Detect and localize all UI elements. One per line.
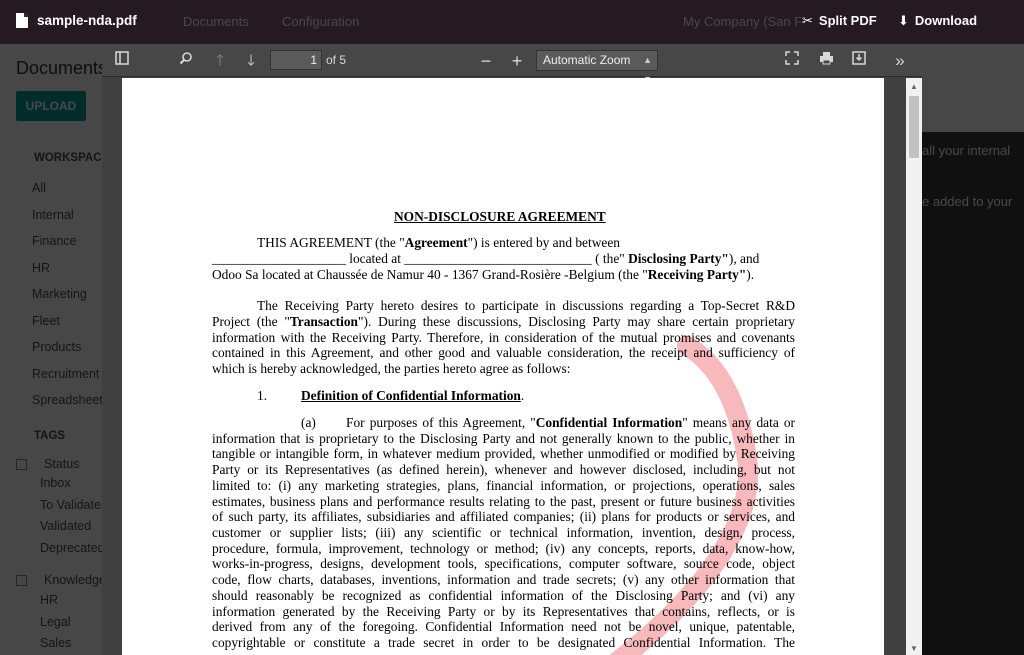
download-label: Download [914, 13, 978, 28]
page-number-input[interactable] [270, 50, 322, 70]
download-button[interactable] [898, 13, 977, 29]
scissors-icon: ✂ [802, 13, 813, 28]
paragraph-line: of such party, its affiliates, subsidiaries and affiliated companies; (ii) plans for products or services, and [212, 509, 795, 524]
plus-icon[interactable]: + [511, 51, 523, 71]
paragraph-line: procedure, formula, improvement, technology or method; (iv) any concepts, reports, data, know-how, [212, 541, 795, 556]
paragraph-line: works-in-progress, designs, development tools, specifications, computer software, source code, object [212, 556, 795, 571]
pdf-viewer [102, 44, 922, 655]
viewer-header [0, 0, 1024, 44]
clause-marker: (a) [301, 415, 316, 430]
file-icon [16, 13, 28, 28]
paragraph-line: which is hereby acknowledged, the parties hereto agree as follows: [212, 361, 571, 376]
print-icon[interactable] [815, 50, 837, 72]
save-icon[interactable] [848, 50, 870, 72]
tools-icon[interactable]: » [895, 51, 905, 70]
download-icon: ⬇ [898, 13, 909, 28]
minus-icon[interactable]: − [480, 51, 492, 71]
paragraph-line: information with the Receiving Party. Therefore, in consideration of the mutual promises and covenants [212, 330, 795, 345]
paragraph-line: For purposes of this Agreement, "Confidential Information" means any data or [346, 415, 796, 430]
arrow-up-icon[interactable]: 🡑 [216, 52, 224, 69]
sidebar-toggle-icon[interactable] [111, 50, 133, 72]
paragraph-line: Party or its Representatives (as defined herein), whenever and however disclosed, including, but not [212, 462, 795, 477]
paragraph-line: Project (the "Transaction"). During these discussions, Disclosing Party may share certain proprietary [212, 314, 795, 329]
page-container[interactable] [102, 78, 906, 655]
paragraph-line: information that is proprietary to the Disclosing Party and not generally known to the public, whether in [212, 431, 795, 446]
paragraph-line: tangible or intangible form, in whatever medium provided, whether unmodified or modified by Receiving [212, 446, 795, 461]
paragraph-line: copyrightable or constitute a trade secret in order to be designated Confidential Information. The [212, 635, 795, 650]
section-title: Definition of Confidential Information. [301, 388, 525, 403]
paragraph-line: code, flow charts, databases, inventions, information and trade secrets; (v) any other information that [212, 572, 795, 587]
intro-line: Odoo Sa located at Chaussée de Namur 40 - 1367 Grand-Rosière -Belgium (the "Receiving Party"). [212, 267, 755, 282]
fullscreen-icon[interactable] [781, 50, 803, 72]
paragraph-line: should reasonably be recognized as confidential information of the Disclosing Party; and (vi) any [212, 588, 795, 603]
split-pdf-label: Split PDF [818, 13, 877, 28]
intro-line: THIS AGREEMENT (the "Agreement") is entered by and between [257, 235, 620, 250]
pdf-page [122, 78, 884, 655]
paragraph-line: limited to: (i) any marketing strategies, plans, financial information, or projections, operations, sales [212, 478, 795, 493]
paragraph-line: derived from any of the foregoing. Confidential Information need not be novel, unique, patentable, [212, 619, 795, 634]
zoom-select[interactable] [536, 50, 658, 71]
file-name: sample-nda.pdf [37, 13, 137, 28]
paragraph-line: The Receiving Party hereto desires to participate in discussions regarding a Top-Secret R&D [257, 298, 795, 313]
scrollbar-thumb[interactable] [909, 96, 919, 158]
paragraph-line: estimates, business plans and performance results relating to the past, present or future business activities [212, 494, 795, 509]
zoom-label: Automatic Zoom [543, 53, 631, 67]
paragraph-line: customer or supplier lists; (iii) any scientific or technical information, invention, design, process, [212, 525, 795, 540]
paragraph-line: information generated by the Receiving Party or by its Representatives that contains, reflects, or is [212, 604, 795, 619]
scroll-down-icon[interactable]: ▼ [910, 644, 918, 653]
vertical-scrollbar[interactable] [906, 78, 922, 655]
paragraph-line: contained in this Agreement, and other good and valuable consideration, the receipt and sufficiency of [212, 345, 795, 360]
split-pdf-button[interactable] [802, 13, 877, 29]
document-title: NON-DISCLOSURE AGREEMENT [394, 209, 606, 224]
arrow-down-icon[interactable]: 🡓 [247, 52, 255, 69]
section-number: 1. [257, 388, 268, 403]
chevron-updown-icon: ▲ [643, 55, 652, 65]
intro-line: ____________________ located at ____________________________ ( the" Disclosing Party"), and [212, 251, 760, 266]
search-icon[interactable] [175, 50, 197, 72]
page-count: of 5 [326, 53, 347, 67]
scroll-up-icon[interactable]: ▲ [910, 82, 918, 91]
pdf-toolbar [102, 44, 922, 77]
